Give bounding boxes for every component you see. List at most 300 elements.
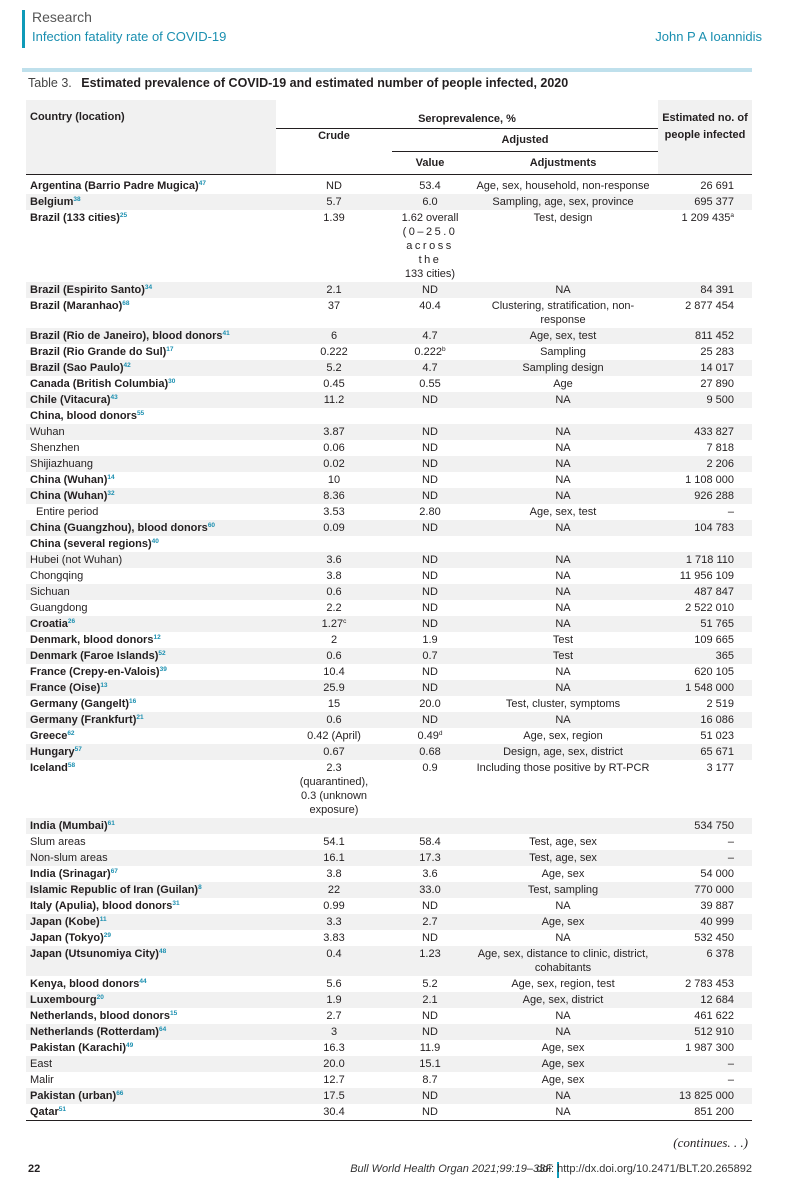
adjusted-value: 53.4 bbox=[419, 180, 441, 192]
table-row bbox=[26, 392, 752, 408]
country-cell bbox=[26, 536, 276, 552]
adjusted-value: ND bbox=[422, 900, 438, 912]
estimated-cell bbox=[658, 728, 752, 744]
adjustments-cell bbox=[468, 584, 658, 600]
table-row bbox=[26, 728, 752, 744]
adjusted-value: 1.23 bbox=[419, 948, 441, 960]
adjustments-text: NA bbox=[555, 284, 571, 296]
adjustments-text: NA bbox=[555, 618, 571, 630]
table-row bbox=[26, 744, 752, 760]
adjustments-cell bbox=[468, 568, 658, 584]
adjustments-cell bbox=[468, 282, 658, 298]
estimated-cell bbox=[658, 664, 752, 680]
crude-value: 2 bbox=[330, 634, 338, 646]
adjusted-value-cell bbox=[392, 1024, 468, 1040]
adjustments-text: NA bbox=[555, 932, 571, 944]
crude-value: 17.5 bbox=[323, 1090, 345, 1102]
estimated-cell bbox=[658, 946, 752, 976]
adjustments-cell bbox=[468, 1104, 658, 1121]
table-row bbox=[26, 834, 752, 850]
country-cell bbox=[26, 328, 276, 344]
estimated-value: 3 177 bbox=[706, 762, 734, 774]
crude-value: 0.02 bbox=[323, 458, 345, 470]
crude-cell bbox=[276, 818, 392, 834]
table-row bbox=[26, 520, 752, 536]
crude-cell bbox=[276, 210, 392, 282]
estimated-value: 620 105 bbox=[694, 666, 734, 678]
reference-superscript[interactable]: 66 bbox=[116, 1090, 124, 1097]
adjusted-value-cell bbox=[392, 456, 468, 472]
adjusted-value: 6.0 bbox=[422, 196, 438, 208]
table-row bbox=[26, 298, 752, 328]
estimated-cell bbox=[658, 616, 752, 632]
reference-superscript[interactable]: 13 bbox=[100, 682, 108, 689]
country-name: Japan (Kobe) bbox=[30, 916, 100, 928]
country-cell bbox=[26, 992, 276, 1008]
country-name: Italy (Apulia), blood donors bbox=[30, 900, 173, 912]
adjusted-value: 11.9 bbox=[419, 1042, 441, 1054]
adjusted-value: ND bbox=[422, 618, 438, 630]
adjustments-text: Test bbox=[552, 650, 574, 662]
crude-cell bbox=[276, 600, 392, 616]
estimated-cell bbox=[658, 712, 752, 728]
crude-cell bbox=[276, 632, 392, 648]
adjustments-text: Sampling bbox=[540, 346, 586, 358]
reference-superscript[interactable]: 14 bbox=[107, 474, 115, 481]
adjusted-value-cell bbox=[392, 282, 468, 298]
table-container bbox=[26, 100, 752, 1123]
country-name: Non-slum areas bbox=[30, 852, 108, 864]
crude-value: 3.8 bbox=[326, 570, 342, 582]
reference-superscript[interactable]: 57 bbox=[74, 746, 82, 753]
reference-superscript[interactable]: 43 bbox=[110, 394, 118, 401]
estimated-cell bbox=[658, 866, 752, 882]
adjustments-text: NA bbox=[555, 714, 571, 726]
country-cell bbox=[26, 488, 276, 504]
crude-cell bbox=[276, 1040, 392, 1056]
estimated-value: – bbox=[727, 836, 734, 848]
adjustments-text: Test bbox=[552, 634, 574, 646]
adjustments-text: Sampling, age, sex, province bbox=[492, 196, 634, 208]
estimated-value: 65 671 bbox=[700, 746, 734, 758]
crude-cell bbox=[276, 360, 392, 376]
country-name: Pakistan (Karachi) bbox=[30, 1042, 126, 1054]
adjusted-value: ND bbox=[422, 602, 438, 614]
reference-superscript[interactable]: 62 bbox=[67, 730, 75, 737]
adjusted-value-cell bbox=[392, 930, 468, 946]
reference-superscript[interactable]: 55 bbox=[136, 410, 145, 417]
adjusted-value-cell bbox=[392, 744, 468, 760]
table-row bbox=[26, 328, 752, 344]
country-name: Japan (Tokyo) bbox=[30, 932, 104, 944]
estimated-value: 512 910 bbox=[694, 1026, 734, 1038]
adjusted-value-cell bbox=[392, 976, 468, 992]
adjusted-value-cell bbox=[392, 175, 468, 195]
country-cell bbox=[26, 472, 276, 488]
estimated-value: 1 718 110 bbox=[685, 554, 734, 566]
adjustments-text-line: cohabitants bbox=[534, 962, 592, 974]
crude-cell bbox=[276, 696, 392, 712]
adjusted-value-cell bbox=[392, 1056, 468, 1072]
estimated-cell bbox=[658, 882, 752, 898]
country-cell bbox=[26, 1056, 276, 1072]
crude-value-line: exposure) bbox=[309, 804, 359, 816]
adjusted-value: 1.9 bbox=[422, 634, 438, 646]
adjustments-cell bbox=[468, 520, 658, 536]
estimated-value: 104 783 bbox=[694, 522, 734, 534]
crude-value-line: (quarantined), bbox=[299, 776, 369, 788]
adjustments-cell bbox=[468, 408, 658, 424]
adjustments-text: NA bbox=[555, 442, 571, 454]
table-row bbox=[26, 472, 752, 488]
table-row bbox=[26, 376, 752, 392]
country-name: Shijiazhuang bbox=[30, 458, 93, 470]
adjusted-value-cell bbox=[392, 488, 468, 504]
estimated-cell bbox=[658, 552, 752, 568]
table-row bbox=[26, 818, 752, 834]
country-name: Japan (Utsunomiya City) bbox=[30, 948, 159, 960]
estimated-value: 2 519 bbox=[706, 698, 734, 710]
adjusted-value: 0.49 bbox=[417, 730, 439, 742]
adjusted-value-cell bbox=[392, 898, 468, 914]
adjustments-cell bbox=[468, 488, 658, 504]
adjusted-value-cell bbox=[392, 504, 468, 520]
estimated-value: 11 956 109 bbox=[679, 570, 734, 582]
reference-superscript[interactable]: 60 bbox=[207, 522, 216, 529]
doi-link[interactable]: doi: http://dx.doi.org/10.2471/BLT.20.265892 bbox=[536, 1163, 752, 1175]
reference-superscript[interactable]: 51 bbox=[58, 1106, 66, 1113]
crude-cell bbox=[276, 504, 392, 520]
estimated-cell bbox=[658, 850, 752, 866]
adjustments-cell bbox=[468, 504, 658, 520]
adjustments-cell bbox=[468, 298, 658, 328]
estimated-value: 6 378 bbox=[706, 948, 734, 960]
country-cell bbox=[26, 632, 276, 648]
crude-value: 1.39 bbox=[323, 212, 345, 224]
country-name: Entire period bbox=[36, 506, 99, 518]
estimated-cell bbox=[658, 976, 752, 992]
reference-superscript[interactable]: 52 bbox=[158, 650, 166, 657]
page-number: 22 bbox=[28, 1163, 41, 1175]
estimated-value: 926 288 bbox=[694, 490, 734, 502]
crude-cell bbox=[276, 194, 392, 210]
adjustments-cell bbox=[468, 1024, 658, 1040]
adjustments-cell bbox=[468, 760, 658, 818]
adjustments-cell bbox=[468, 1040, 658, 1056]
adjustments-cell bbox=[468, 898, 658, 914]
country-cell bbox=[26, 298, 276, 328]
adjusted-value-cell bbox=[392, 914, 468, 930]
country-name: Belgium bbox=[30, 196, 74, 208]
adjustments-text: NA bbox=[555, 570, 571, 582]
country-name: Argentina (Barrio Padre Mugica) bbox=[30, 180, 199, 192]
author-name: John P A Ioannidis bbox=[655, 29, 762, 44]
crude-value: 1.27 bbox=[321, 618, 344, 630]
estimated-value: 365 bbox=[715, 650, 734, 662]
crude-cell bbox=[276, 760, 392, 818]
crude-cell bbox=[276, 282, 392, 298]
reference-superscript[interactable]: 20 bbox=[96, 994, 104, 1001]
estimated-value: 487 847 bbox=[694, 586, 734, 598]
crude-value: 16.3 bbox=[323, 1042, 345, 1054]
adjusted-value-cell bbox=[392, 424, 468, 440]
estimated-cell bbox=[658, 392, 752, 408]
table-row bbox=[26, 210, 752, 282]
adjustments-text: Age, sex, household, non-response bbox=[476, 180, 650, 192]
reference-superscript[interactable]: 25 bbox=[119, 212, 128, 219]
country-cell bbox=[26, 930, 276, 946]
adjustments-text: NA bbox=[555, 682, 571, 694]
table-row bbox=[26, 344, 752, 360]
reference-superscript[interactable]: 41 bbox=[222, 330, 230, 337]
adjusted-value: 0.55 bbox=[419, 378, 441, 390]
estimated-value: 695 377 bbox=[694, 196, 734, 208]
crude-value: ND bbox=[326, 180, 342, 192]
adjusted-value-line: 133 cities) bbox=[404, 268, 456, 280]
reference-superscript[interactable]: 42 bbox=[123, 362, 131, 369]
column-header-adjusted: Adjusted bbox=[392, 129, 658, 152]
crude-value: 0.6 bbox=[326, 586, 342, 598]
country-name: Brazil (Sao Paulo) bbox=[30, 362, 124, 374]
reference-superscript[interactable]: 58 bbox=[67, 762, 76, 769]
adjustments-text: Design, age, sex, district bbox=[503, 746, 623, 758]
adjusted-value: ND bbox=[422, 394, 438, 406]
crude-cell bbox=[276, 1088, 392, 1104]
adjusted-value: 2.7 bbox=[422, 916, 438, 928]
country-name: Brazil (Rio de Janeiro), blood donors bbox=[30, 330, 223, 342]
crude-cell bbox=[276, 392, 392, 408]
adjusted-value-line: (0–25.0 bbox=[402, 226, 458, 238]
adjusted-value: 40.4 bbox=[419, 300, 441, 312]
reference-superscript[interactable]: 21 bbox=[136, 714, 144, 721]
adjusted-value-cell bbox=[392, 1088, 468, 1104]
adjustments-cell bbox=[468, 210, 658, 282]
estimated-cell bbox=[658, 440, 752, 456]
estimated-value: 2 206 bbox=[706, 458, 734, 470]
table-row bbox=[26, 488, 752, 504]
table-row bbox=[26, 664, 752, 680]
reference-superscript[interactable]: 31 bbox=[172, 900, 180, 907]
country-name: India (Srinagar) bbox=[30, 868, 111, 880]
prevalence-table bbox=[26, 100, 752, 1123]
country-cell bbox=[26, 568, 276, 584]
crude-value: 16.1 bbox=[323, 852, 345, 864]
estimated-value: 27 890 bbox=[700, 378, 734, 390]
estimated-cell bbox=[658, 328, 752, 344]
adjustments-cell bbox=[468, 744, 658, 760]
crude-value: 3 bbox=[330, 1026, 338, 1038]
estimated-value: 51 023 bbox=[700, 730, 734, 742]
reference-superscript[interactable]: 48 bbox=[158, 948, 167, 955]
table-row bbox=[26, 408, 752, 424]
table-row bbox=[26, 850, 752, 866]
country-name: Pakistan (urban) bbox=[30, 1090, 117, 1102]
estimated-value: 1 108 000 bbox=[685, 474, 734, 486]
adjusted-value-cell bbox=[392, 648, 468, 664]
reference-superscript[interactable]: 34 bbox=[144, 284, 153, 291]
adjusted-value-cell bbox=[392, 298, 468, 328]
crude-value: 11.2 bbox=[323, 394, 345, 406]
country-cell bbox=[26, 882, 276, 898]
country-cell bbox=[26, 424, 276, 440]
country-cell bbox=[26, 976, 276, 992]
adjusted-value-cell bbox=[392, 520, 468, 536]
adjustments-text: Age bbox=[553, 378, 573, 390]
reference-superscript[interactable]: 47 bbox=[198, 180, 206, 187]
estimated-value: 9 500 bbox=[706, 394, 734, 406]
adjusted-value: 0.9 bbox=[422, 762, 438, 774]
adjustments-text: NA bbox=[555, 666, 571, 678]
country-cell bbox=[26, 664, 276, 680]
adjusted-value-cell bbox=[392, 834, 468, 850]
adjusted-value: ND bbox=[422, 522, 438, 534]
reference-superscript[interactable]: 15 bbox=[169, 1010, 178, 1017]
reference-superscript[interactable]: 30 bbox=[168, 378, 176, 385]
crude-cell bbox=[276, 664, 392, 680]
reference-superscript[interactable]: 32 bbox=[107, 490, 115, 497]
country-name: Brazil (133 cities) bbox=[30, 212, 120, 224]
table-row bbox=[26, 1104, 752, 1121]
estimated-value: 12 684 bbox=[700, 994, 734, 1006]
adjustments-text: Age, sex, region bbox=[523, 730, 603, 742]
adjustments-text: Test, age, sex bbox=[529, 836, 597, 848]
crude-cell bbox=[276, 472, 392, 488]
table-row bbox=[26, 584, 752, 600]
adjusted-value: 0.222 bbox=[414, 346, 442, 358]
adjustments-cell bbox=[468, 175, 658, 195]
country-cell bbox=[26, 600, 276, 616]
crude-value: 0.6 bbox=[326, 714, 342, 726]
adjusted-value-cell bbox=[392, 728, 468, 744]
adjustments-cell bbox=[468, 976, 658, 992]
column-header-crude: Crude bbox=[276, 129, 392, 175]
adjusted-value: ND bbox=[422, 1026, 438, 1038]
crude-value: 54.1 bbox=[323, 836, 345, 848]
reference-superscript[interactable]: 44 bbox=[139, 978, 147, 985]
estimated-value: 84 391 bbox=[700, 284, 734, 296]
adjusted-value-cell bbox=[392, 440, 468, 456]
table-row bbox=[26, 552, 752, 568]
estimated-cell bbox=[658, 818, 752, 834]
adjusted-value-cell bbox=[392, 552, 468, 568]
header-accent-bar bbox=[22, 10, 25, 48]
estimated-value: 851 200 bbox=[694, 1106, 734, 1118]
estimated-value: 13 825 000 bbox=[678, 1090, 734, 1102]
table-row bbox=[26, 632, 752, 648]
crude-value: 3.8 bbox=[326, 868, 342, 880]
reference-superscript[interactable]: 68 bbox=[122, 300, 130, 307]
table-row bbox=[26, 680, 752, 696]
adjustments-text: NA bbox=[555, 1090, 571, 1102]
estimated-cell bbox=[658, 298, 752, 328]
country-name: India (Mumbai) bbox=[30, 820, 108, 832]
table-row bbox=[26, 1008, 752, 1024]
country-name: Wuhan bbox=[30, 426, 65, 438]
country-cell bbox=[26, 818, 276, 834]
estimated-cell bbox=[658, 898, 752, 914]
reference-superscript[interactable]: 64 bbox=[158, 1026, 167, 1033]
crude-cell bbox=[276, 298, 392, 328]
footnote-superscript: c bbox=[343, 618, 347, 625]
estimated-cell bbox=[658, 376, 752, 392]
adjustments-text: NA bbox=[555, 602, 571, 614]
adjustments-text: NA bbox=[555, 1026, 571, 1038]
reference-superscript[interactable]: 11 bbox=[99, 916, 107, 923]
crude-cell bbox=[276, 1056, 392, 1072]
country-name: China (Wuhan) bbox=[30, 490, 108, 502]
estimated-cell bbox=[658, 1072, 752, 1088]
table-row bbox=[26, 882, 752, 898]
country-name: Netherlands, blood donors bbox=[30, 1010, 170, 1022]
table-row bbox=[26, 930, 752, 946]
crude-value: 8.36 bbox=[323, 490, 345, 502]
estimated-cell bbox=[658, 648, 752, 664]
adjustments-cell bbox=[468, 472, 658, 488]
reference-superscript[interactable]: 38 bbox=[73, 196, 81, 203]
estimated-cell bbox=[658, 1056, 752, 1072]
country-name: Brazil (Rio Grande do Sul) bbox=[30, 346, 167, 358]
country-cell bbox=[26, 728, 276, 744]
adjusted-value: 20.0 bbox=[419, 698, 441, 710]
adjustments-text: Sampling design bbox=[522, 362, 604, 374]
reference-superscript[interactable]: 12 bbox=[153, 634, 161, 641]
adjustments-text: NA bbox=[555, 1106, 571, 1118]
estimated-cell bbox=[658, 568, 752, 584]
table-row bbox=[26, 360, 752, 376]
crude-value: 1.9 bbox=[326, 994, 342, 1006]
reference-superscript[interactable]: 29 bbox=[103, 932, 111, 939]
adjusted-value: ND bbox=[422, 1010, 438, 1022]
crude-cell bbox=[276, 175, 392, 195]
country-cell bbox=[26, 210, 276, 282]
reference-superscript[interactable]: 39 bbox=[159, 666, 167, 673]
estimated-value: 51 765 bbox=[700, 618, 734, 630]
reference-superscript[interactable]: 49 bbox=[125, 1042, 134, 1049]
adjustments-cell bbox=[468, 930, 658, 946]
adjustments-cell bbox=[468, 376, 658, 392]
country-cell bbox=[26, 946, 276, 976]
country-name: Greece bbox=[30, 730, 68, 742]
crude-cell bbox=[276, 616, 392, 632]
country-name: Hungary bbox=[30, 746, 75, 758]
adjustments-cell bbox=[468, 946, 658, 976]
reference-superscript[interactable]: 17 bbox=[166, 346, 174, 353]
estimated-value: – bbox=[727, 1074, 734, 1086]
reference-superscript[interactable]: 40 bbox=[151, 538, 159, 545]
country-name: Luxembourg bbox=[30, 994, 97, 1006]
adjusted-value: ND bbox=[422, 586, 438, 598]
reference-superscript[interactable]: 67 bbox=[110, 868, 118, 875]
country-cell bbox=[26, 360, 276, 376]
country-name: Qatar bbox=[30, 1106, 59, 1118]
crude-cell bbox=[276, 424, 392, 440]
reference-superscript[interactable]: 8 bbox=[198, 884, 202, 891]
adjustments-text: NA bbox=[555, 554, 571, 566]
estimated-cell bbox=[658, 696, 752, 712]
adjustments-cell bbox=[468, 360, 658, 376]
country-cell bbox=[26, 392, 276, 408]
reference-superscript[interactable]: 61 bbox=[107, 820, 115, 827]
reference-superscript[interactable]: 16 bbox=[129, 698, 137, 705]
country-cell bbox=[26, 712, 276, 728]
adjusted-value-line: across the bbox=[406, 240, 454, 266]
adjusted-value: ND bbox=[422, 714, 438, 726]
crude-value: 0.42 (April) bbox=[307, 730, 361, 742]
adjustments-text: Test, age, sex bbox=[529, 852, 597, 864]
table-row bbox=[26, 568, 752, 584]
adjustments-cell bbox=[468, 1056, 658, 1072]
reference-superscript[interactable]: 26 bbox=[67, 618, 76, 625]
